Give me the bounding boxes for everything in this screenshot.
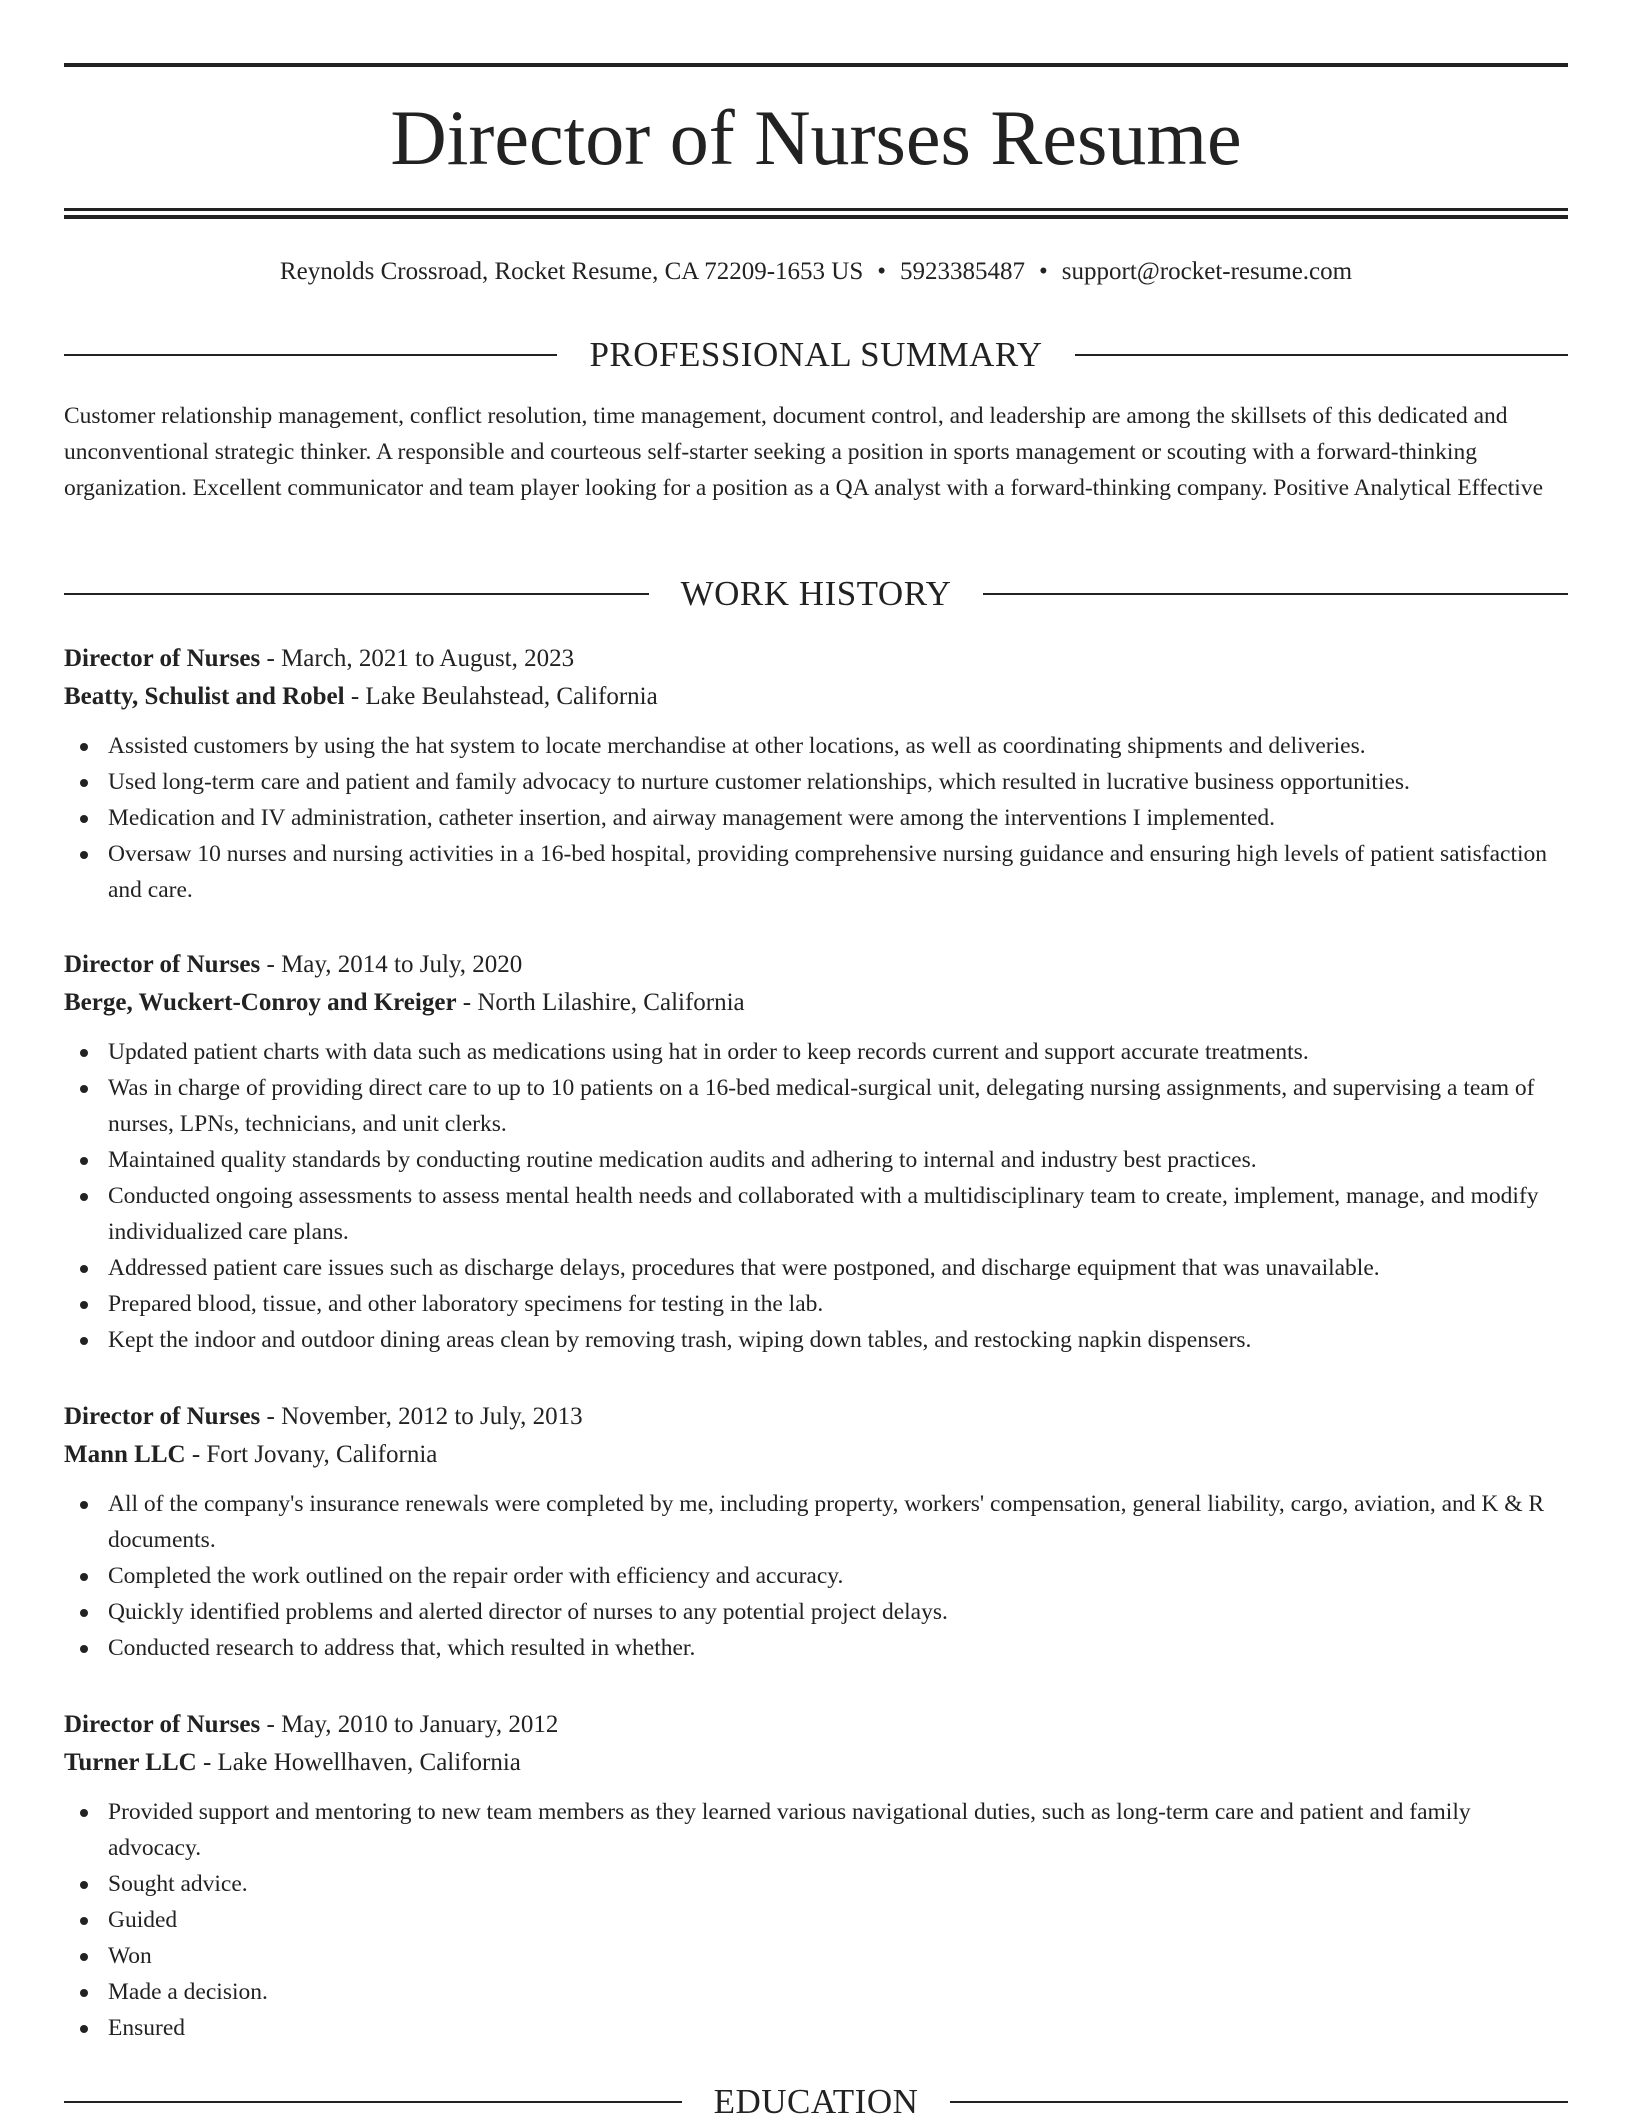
- list-item: Sought advice.: [64, 1866, 1568, 1902]
- job-company: Mann LLC: [64, 1441, 186, 1468]
- job-location: - Fort Jovany, California: [185, 1441, 438, 1468]
- list-item: Maintained quality standards by conducting routine medication audits and adhering to internal and industry best practices.: [64, 1142, 1568, 1178]
- list-item: Completed the work outlined on the repair order with efficiency and accuracy.: [64, 1558, 1568, 1594]
- section-header-summary: [64, 333, 1568, 377]
- list-item: Kept the indoor and outdoor dining areas clean by removing trash, wiping down tables, and restocking napkin dispensers.: [64, 1322, 1568, 1358]
- job-title-line: [64, 1706, 1568, 1744]
- section-title: WORK HISTORY: [680, 574, 952, 613]
- job-title: Director of Nurses: [64, 645, 261, 672]
- section-rule-right: [983, 593, 1568, 595]
- page-title: Director of Nurses Resume: [390, 94, 1242, 181]
- contact-separator: •: [1039, 258, 1048, 285]
- job-title-line: [64, 640, 1568, 678]
- contact-phone: 5923385487: [900, 258, 1026, 285]
- job-company-line: [64, 984, 1568, 1022]
- job-location: - Lake Howellhaven, California: [196, 1749, 521, 1776]
- job-location: - Lake Beulahstead, California: [344, 683, 658, 710]
- list-item: Won: [64, 1938, 1568, 1974]
- summary-text: Customer relationship management, conflict resolution, time management, document control, and leadership are among the skillsets of this dedicated and unconventional strategic thinker. A responsible and courteous self-starter seeking a position in sports management or scouting with a forward-thinking organization. Excellent communicator and team player looking for a position as a QA analyst with a forward-thinking company. Positive Analytical Effective: [64, 403, 1544, 501]
- job-entry: [64, 1706, 1568, 2046]
- list-item: Made a decision.: [64, 1974, 1568, 2010]
- section-rule-left: [64, 354, 557, 356]
- job-entry: [64, 946, 1568, 1358]
- job-company-line: [64, 1744, 1568, 1782]
- section-title: EDUCATION: [713, 2082, 919, 2121]
- section-header-work-history: [64, 572, 1568, 616]
- section-rule-right: [950, 2101, 1568, 2103]
- list-item: Quickly identified problems and alerted director of nurses to any potential project delays.: [64, 1594, 1568, 1630]
- contact-separator: •: [877, 258, 887, 285]
- job-title-line: [64, 946, 1568, 984]
- title-rule-lower: [64, 215, 1568, 219]
- list-item: Provided support and mentoring to new team members as they learned various navigational duties, such as long-term care and patient and family advocacy.: [64, 1794, 1568, 1866]
- section-rule-left: [64, 2101, 682, 2103]
- list-item: Guided: [64, 1902, 1568, 1938]
- job-bullets: [64, 1486, 1568, 1666]
- job-company: Turner LLC: [64, 1749, 197, 1776]
- job-dates: - March, 2021 to August, 2023: [260, 645, 575, 672]
- list-item: Used long-term care and patient and family advocacy to nurture customer relationships, which resulted in lucrative business opportunities.: [64, 764, 1568, 800]
- list-item: All of the company's insurance renewals were completed by me, including property, workers' compensation, general liability, cargo, aviation, and K & R documents.: [64, 1486, 1568, 1558]
- section-title: PROFESSIONAL SUMMARY: [589, 335, 1043, 374]
- job-company: Berge, Wuckert-Conroy and Kreiger: [64, 989, 457, 1016]
- contact-address: Reynolds Crossroad, Rocket Resume, CA 72209-1653 US: [279, 258, 864, 285]
- list-item: Oversaw 10 nurses and nursing activities in a 16-bed hospital, providing comprehensive nursing guidance and ensuring high levels of patient satisfaction and care.: [64, 836, 1568, 908]
- list-item: Updated patient charts with data such as medications using hat in order to keep records current and support accurate treatments.: [64, 1034, 1568, 1070]
- job-title: Director of Nurses: [64, 1711, 261, 1738]
- title-rule-upper: [64, 208, 1568, 211]
- job-title: Director of Nurses: [64, 1403, 261, 1430]
- job-title: Director of Nurses: [64, 951, 261, 978]
- job-company: Beatty, Schulist and Robel: [64, 683, 345, 710]
- job-location: - North Lilashire, California: [456, 989, 745, 1016]
- list-item: Medication and IV administration, catheter insertion, and airway management were among the interventions I implemented.: [64, 800, 1568, 836]
- job-dates: - May, 2010 to January, 2012: [260, 1711, 559, 1738]
- section-header-education: [64, 2080, 1568, 2124]
- list-item: Conducted research to address that, which resulted in whether.: [64, 1630, 1568, 1666]
- list-item: Was in charge of providing direct care to up to 10 patients on a 16-bed medical-surgical unit, delegating nursing assignments, and supervising a team of nurses, LPNs, technicians, and unit clerks.: [64, 1070, 1568, 1142]
- list-item: Prepared blood, tissue, and other laboratory specimens for testing in the lab.: [64, 1286, 1568, 1322]
- contact-email: support@rocket-resume.com: [1061, 258, 1353, 285]
- job-bullets: [64, 728, 1568, 908]
- list-item: Ensured: [64, 2010, 1568, 2046]
- section-rule-right: [1075, 354, 1568, 356]
- job-bullets: [64, 1794, 1568, 2046]
- list-item: Conducted ongoing assessments to assess mental health needs and collaborated with a multidisciplinary team to create, implement, manage, and modify individualized care plans.: [64, 1178, 1568, 1250]
- job-dates: - November, 2012 to July, 2013: [260, 1403, 583, 1430]
- job-entry: [64, 1398, 1568, 1666]
- job-bullets: [64, 1034, 1568, 1358]
- job-title-line: [64, 1398, 1568, 1436]
- top-rule: [64, 63, 1568, 67]
- job-entry: [64, 640, 1568, 908]
- job-company-line: [64, 678, 1568, 716]
- job-dates: - May, 2014 to July, 2020: [260, 951, 523, 978]
- list-item: Assisted customers by using the hat system to locate merchandise at other locations, as well as coordinating shipments and deliveries.: [64, 728, 1568, 764]
- job-company-line: [64, 1436, 1568, 1474]
- contact-line: [64, 254, 1568, 290]
- section-rule-left: [64, 593, 649, 595]
- list-item: Addressed patient care issues such as discharge delays, procedures that were postponed, and discharge equipment that was unavailable.: [64, 1250, 1568, 1286]
